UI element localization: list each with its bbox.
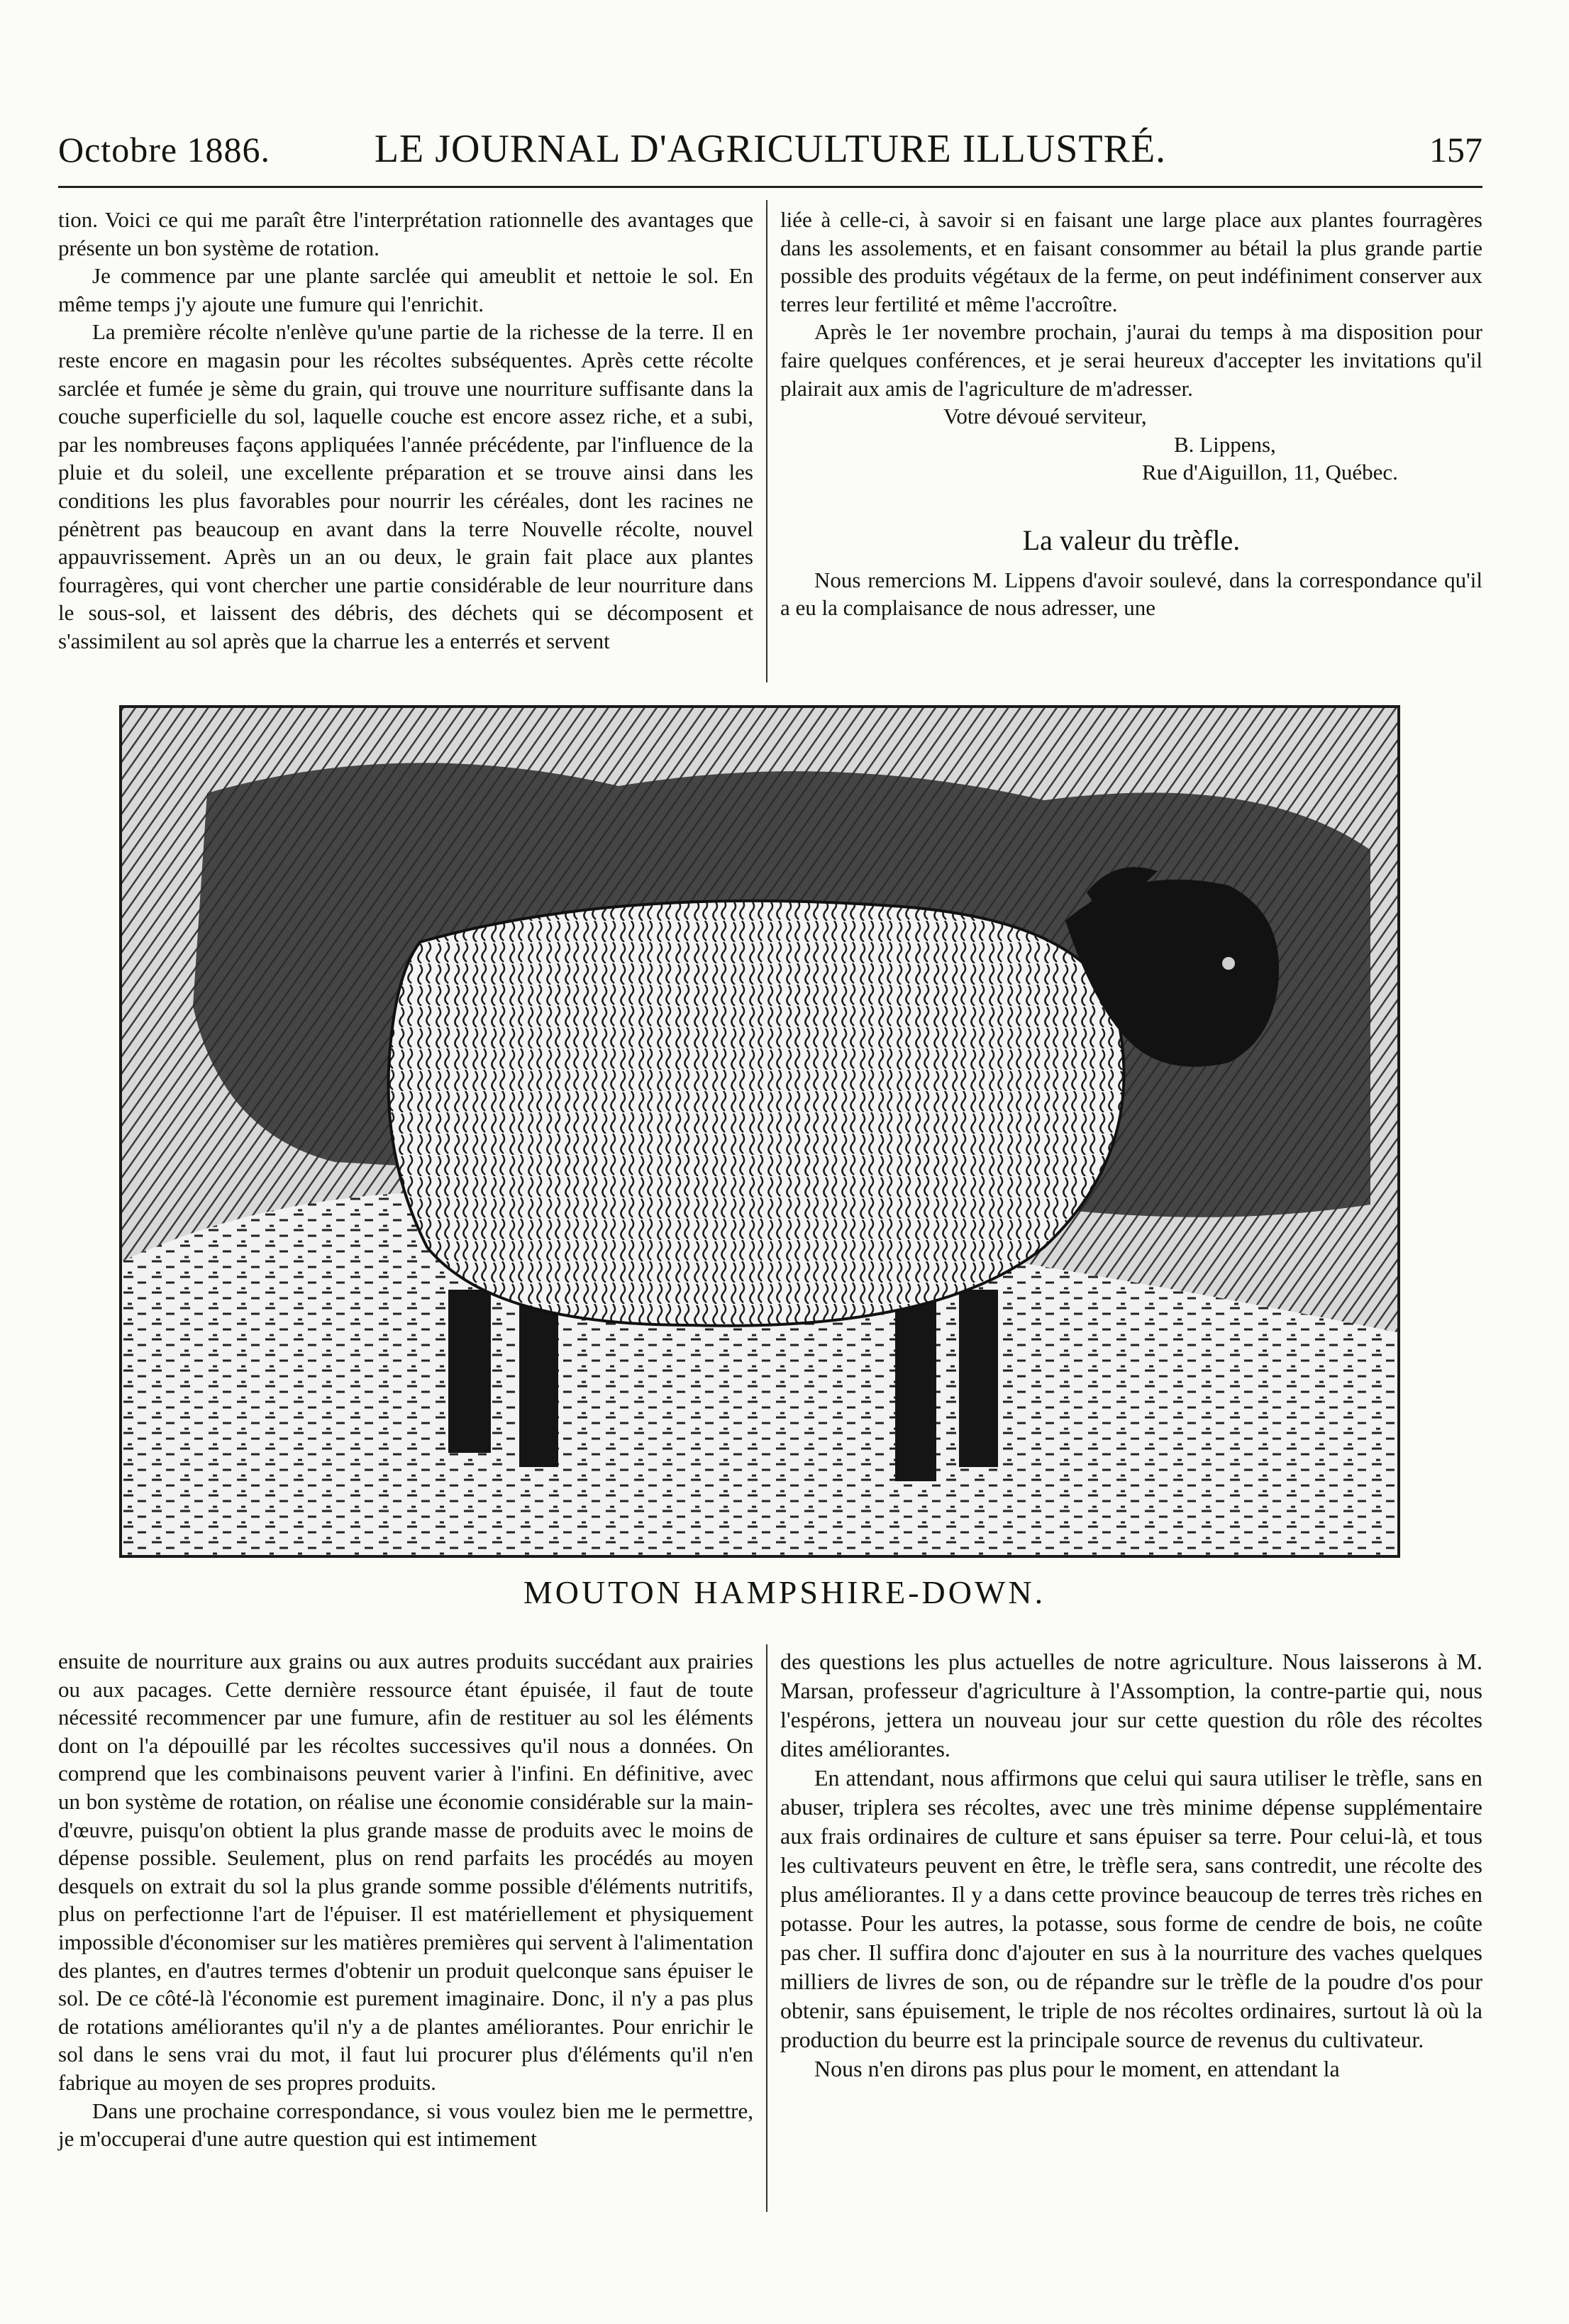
column-top-right bbox=[780, 206, 1482, 622]
column-bottom-right bbox=[780, 1647, 1482, 2084]
figure-caption: MOUTON HAMPSHIRE-DOWN. bbox=[523, 1574, 1046, 1610]
column-bottom-left bbox=[58, 1647, 753, 2153]
column-top-left bbox=[58, 206, 753, 655]
paragraph: Nous n'en dirons pas plus pour le moment, en attendant la bbox=[814, 2056, 1340, 2081]
paragraph: Après le 1er novembre prochain, j'aurai du temps à ma disposition pour faire quelques conférences, et je serai heureux d'accepter les invitations qu'il plairait aux amis de l'agriculture de m'adresser. bbox=[780, 319, 1482, 401]
paragraph: liée à celle-ci, à savoir si en faisant une large place aux plantes fourragères dans les assolements, et en faisant consommer au bétail la plus grande partie possible des produits végétaux de la ferme, on peut indéfiniment conserver aux terres leur fertilité et même l'accroître. bbox=[780, 207, 1482, 316]
header-rule bbox=[58, 186, 1482, 188]
sheep-engraving bbox=[119, 705, 1400, 1558]
issue-date: Octobre 1886. bbox=[58, 130, 271, 170]
column-rule bbox=[766, 200, 767, 682]
column-rule bbox=[766, 1644, 767, 2212]
paragraph: des questions les plus actuelles de notre agriculture. Nous laisserons à M. Marsan, professeur d'agriculture à l'Assomption, la contre-partie qui, nous l'espérons, jettera un nouveau jour sur cette question du rôle des récoltes dites améliorantes. bbox=[780, 1649, 1482, 1761]
paragraph: Je commence par une plante sarclée qui ameublit et nettoie le sol. En même temps j'y ajoute une fumure qui l'enrichit. bbox=[58, 263, 753, 316]
signature-closing: Votre dévoué serviteur, bbox=[943, 404, 1147, 429]
paragraph: Nous remercions M. Lippens d'avoir soulevé, dans la correspondance qu'il a eu la complaisance de nous adresser, une bbox=[780, 567, 1482, 621]
signature-name: B. Lippens, bbox=[1174, 431, 1276, 457]
page-number: 157 bbox=[1429, 130, 1482, 170]
paragraph: Dans une prochaine correspondance, si vous voulez bien me le permettre, je m'occuperai d'une autre question qui est intimement bbox=[58, 2098, 753, 2152]
paragraph: ensuite de nourriture aux grains ou aux autres produits succédant aux prairies ou aux pacages. Cette dernière ressource étant épuisée, il faut de toute nécessité recommencer par une fumure, afin de restituer au sol les éléments dont on l'a dépouillé par les récoltes successives qu'il nous a données. On comprend que les combinaisons peuvent varier à l'infini. En définitive, avec un bon système de rotation, on réalise une économie considérable sur la main-d'œuvre, puisqu'on obtient la plus grande masse de produits avec le moins de dépense possible. Seulement, plus on rend parfaits les procédés au moyen desquels on extrait du sol la plus grande somme possible d'éléments nutritifs, plus on perfectionne l'art de l'épuiser. Il est matériellement et physiquement impossible d'économiser sur les matières premières qui servent à l'alimentation des plantes, en d'autres termes d'obtenir un produit quelconque sans épuiser le sol. De ce côté-là l'économie est purement imaginaire. Donc, il n'y a pas plus de rotations améliorantes qu'il n'y a de plantes améliorantes. Pour enrichir le sol dans le sens vrai du mot, il faut lui procurer plus d'éléments qu'il n'en fabrique au moyen de ses propres produits. bbox=[58, 1649, 753, 2095]
paragraph: tion. Voici ce qui me paraît être l'interprétation rationnelle des avantages que présente un bon système de rotation. bbox=[58, 207, 753, 260]
section-title: La valeur du trèfle. bbox=[1022, 524, 1241, 556]
journal-title: LE JOURNAL D'AGRICULTURE ILLUSTRÉ. bbox=[374, 127, 1167, 171]
running-header bbox=[58, 126, 1482, 176]
paragraph: La première récolte n'enlève qu'une partie de la richesse de la terre. Il en reste encore en magasin pour les récoltes subséquentes. Après cette récolte sarclée et fumée je sème du grain, qui trouve une nourriture suffisante dans la couche superficielle du sol, laquelle couche est encore assez riche, et a subi, par les nombreuses façons appliquées l'année précédente, par l'influence de la pluie et du soleil, une excellente préparation et se trouve ainsi dans les conditions les plus favorables pour nourrir les céréales, dont les racines ne pénètrent pas beaucoup en avant dans la terre Nouvelle récolte, nouvel appauvrissement. Après un an ou deux, le grain fait place aux plantes fourragères, qui vont chercher une partie considérable de leur nourriture dans le sous-sol, et laissent des débris, des déchets qui se décomposent et s'assimilent au sol après que la charrue les a enterrés et servent bbox=[58, 319, 753, 653]
signature-block bbox=[780, 402, 1482, 487]
paragraph: En attendant, nous affirmons que celui qui saura utiliser le trèfle, sans en abuser, triplera ses récoltes, avec une très minime dépense supplémentaire aux frais ordinaires de culture et sans épuiser sa terre. Pour celui-là, et tous les cultivateurs peuvent en être, le trèfle sera, sans contredit, une récolte des plus améliorantes. Il y a dans cette province beaucoup de terres très riches en potasse. Pour les autres, la potasse, sous forme de cendre de bois, ne coûte pas cher. Il suffira donc d'ajouter en sus à la nourriture des vaches quelques milliers de livres de son, ou de répandre sur le trèfle de la poudre d'os pour obtenir, sans épuisement, le triple de nos récoltes ordinaires, surtout là où la production du beurre est la principale source de revenus du cultivateur. bbox=[780, 1765, 1482, 2052]
signature-address: Rue d'Aiguillon, 11, Québec. bbox=[1142, 460, 1398, 485]
